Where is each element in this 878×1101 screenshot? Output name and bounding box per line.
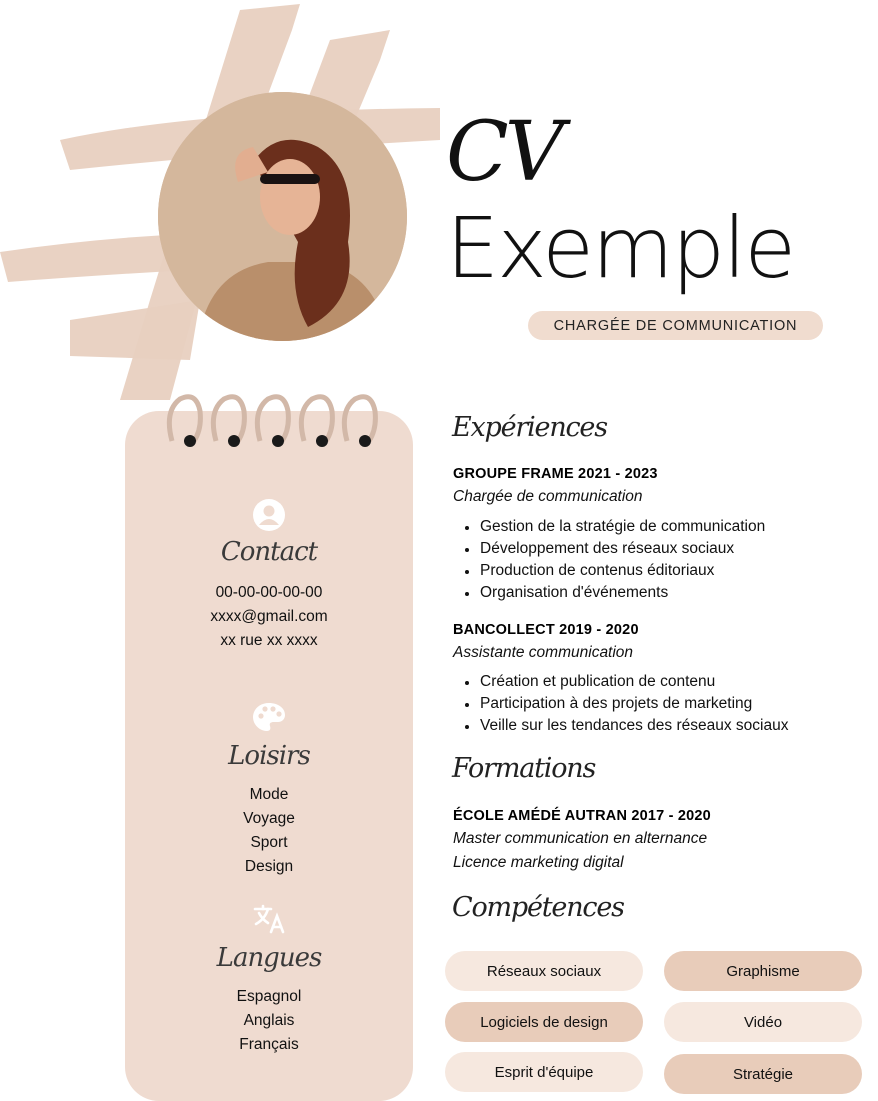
spiral-ring-icon [341,391,381,451]
job-role: Chargée de communication [453,488,643,505]
job-task-list [462,516,765,604]
list-item: Gestion de la stratégie de communication [462,516,765,538]
leisure-item: Sport [250,834,288,851]
spiral-ring-icon [298,391,338,451]
skill-pill: Logiciels de design [445,1002,643,1042]
job-role: Assistante communication [453,644,634,661]
language-item: Anglais [243,1012,295,1029]
leisure-item: Mode [249,786,289,803]
skill-pill: Graphisme [664,951,862,991]
contact-heading: Contact [220,537,318,567]
spiral-ring-icon [166,391,206,451]
leisure-item: Design [244,858,294,875]
contact-address: xx rue xx xxxx [220,632,318,649]
palette-icon [125,701,413,733]
skill-pill: Vidéo [664,1002,862,1042]
sidebar-notebook [125,411,413,1101]
job-title: BANCOLLECT 2019 - 2020 [453,622,639,638]
list-item: Développement des réseaux sociaux [462,538,765,560]
languages-heading: Langues [216,943,322,973]
school-name: ÉCOLE AMÉDÉ AUTRAN 2017 - 2020 [453,808,711,824]
degree: Master communication en alternance [453,830,708,847]
experiences-heading: Expériences [452,412,607,443]
job-title: GROUPE FRAME 2021 - 2023 [453,466,658,482]
leisure-item: Voyage [243,810,295,827]
role-badge: CHARGÉE DE COMMUNICATION [528,311,823,340]
title-exemple: Exemple [446,199,795,297]
contact-email: xxxx@gmail.com [210,608,328,625]
contact-list [125,581,413,653]
profile-photo [158,92,407,341]
skill-pill: Esprit d'équipe [445,1052,643,1092]
spiral-ring-icon [210,391,250,451]
education-heading: Formations [452,753,596,784]
leisure-list [125,783,413,879]
list-item: Veille sur les tendances des réseaux sociaux [462,715,788,737]
list-item: Création et publication de contenu [462,671,788,693]
list-item: Organisation d'événements [462,582,765,604]
language-item: Espagnol [236,988,302,1005]
user-icon [125,499,413,531]
title-cv: CV [446,105,560,200]
list-item: Production de contenus éditoriaux [462,560,765,582]
list-item: Participation à des projets de marketing [462,693,788,715]
languages-list [125,985,413,1057]
spiral-ring-icon [254,391,294,451]
skills-heading: Compétences [452,892,624,923]
translate-icon [125,904,413,934]
contact-phone: 00-00-00-00-00 [215,584,323,601]
skill-pill: Réseaux sociaux [445,951,643,991]
job-task-list [462,671,788,737]
leisure-heading: Loisirs [228,741,310,771]
skill-pill: Stratégie [664,1054,862,1094]
language-item: Français [239,1036,299,1053]
degree: Licence marketing digital [453,854,624,871]
